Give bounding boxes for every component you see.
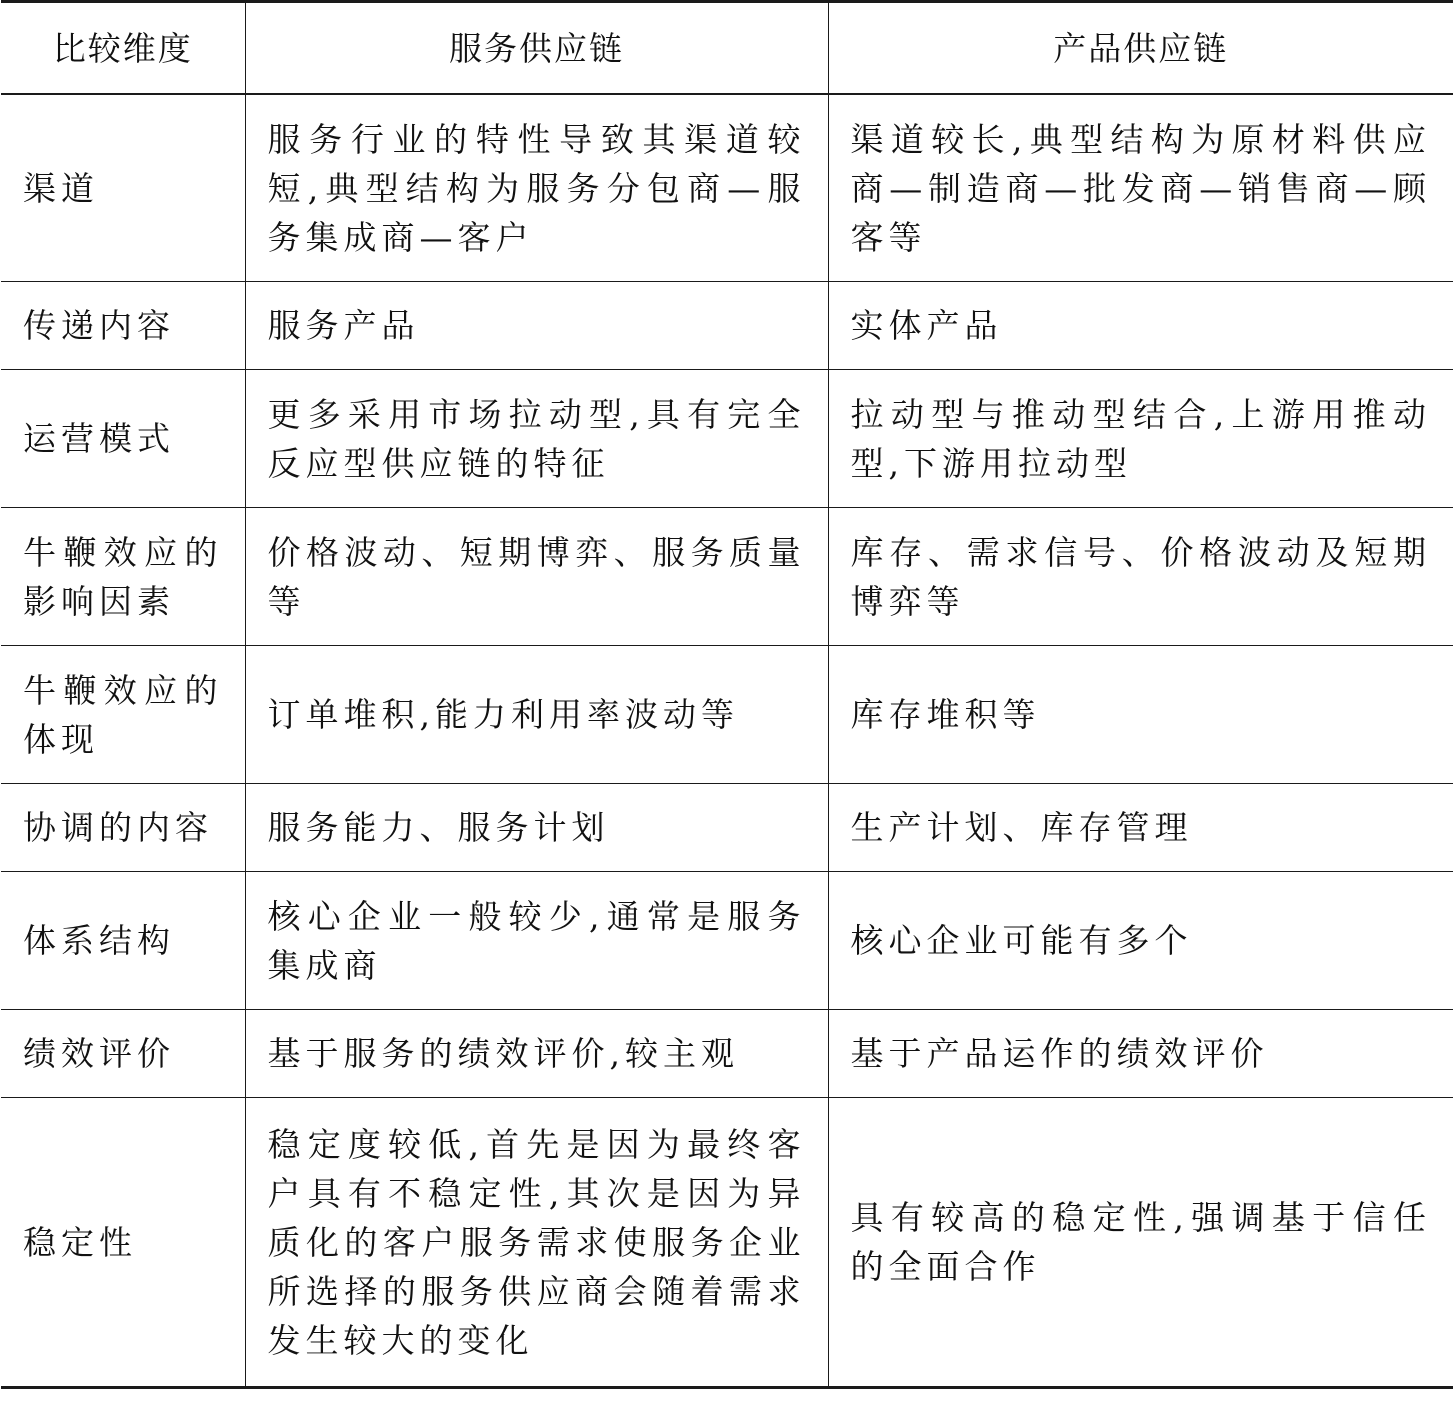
table-row [1,282,1453,370]
dimension-cell: 体系结构 [1,872,245,1010]
dimension-cell: 稳定性 [1,1098,245,1388]
product-cell: 具有较高的稳定性,强调基于信任的全面合作 [828,1098,1453,1388]
service-cell: 服务行业的特性导致其渠道较短,典型结构为服务分包商—服务集成商—客户 [245,94,828,282]
service-cell: 基于服务的绩效评价,较主观 [245,1010,828,1098]
table-row [1,784,1453,872]
product-cell: 拉动型与推动型结合,上游用推动型,下游用拉动型 [828,370,1453,508]
dimension-cell: 传递内容 [1,282,245,370]
dimension-cell: 牛鞭效应的影响因素 [1,508,245,646]
table-row [1,94,1453,282]
service-cell: 更多采用市场拉动型,具有完全反应型供应链的特征 [245,370,828,508]
dimension-cell: 绩效评价 [1,1010,245,1098]
product-cell: 库存、需求信号、价格波动及短期博弈等 [828,508,1453,646]
service-cell: 核心企业一般较少,通常是服务集成商 [245,872,828,1010]
product-cell: 渠道较长,典型结构为原材料供应商—制造商—批发商—销售商—顾客等 [828,94,1453,282]
service-cell: 价格波动、短期博弈、服务质量等 [245,508,828,646]
product-cell: 生产计划、库存管理 [828,784,1453,872]
header-service-supply-chain: 服务供应链 [245,2,828,95]
service-cell: 服务产品 [245,282,828,370]
table-row [1,872,1453,1010]
dimension-cell: 运营模式 [1,370,245,508]
header-product-supply-chain: 产品供应链 [828,2,1453,95]
table-row [1,1010,1453,1098]
header-dimension: 比较维度 [1,2,245,95]
header-row [1,2,1453,95]
dimension-cell: 协调的内容 [1,784,245,872]
service-cell: 订单堆积,能力利用率波动等 [245,646,828,784]
dimension-cell: 牛鞭效应的体现 [1,646,245,784]
table-row [1,508,1453,646]
dimension-cell: 渠道 [1,94,245,282]
service-cell: 稳定度较低,首先是因为最终客户具有不稳定性,其次是因为异质化的客户服务需求使服务企业所选择的服务供应商会随着需求发生较大的变化 [245,1098,828,1388]
table-row [1,646,1453,784]
service-cell: 服务能力、服务计划 [245,784,828,872]
product-cell: 库存堆积等 [828,646,1453,784]
comparison-table [1,0,1453,1389]
product-cell: 基于产品运作的绩效评价 [828,1010,1453,1098]
product-cell: 实体产品 [828,282,1453,370]
table-row [1,1098,1453,1388]
table-row [1,370,1453,508]
product-cell: 核心企业可能有多个 [828,872,1453,1010]
